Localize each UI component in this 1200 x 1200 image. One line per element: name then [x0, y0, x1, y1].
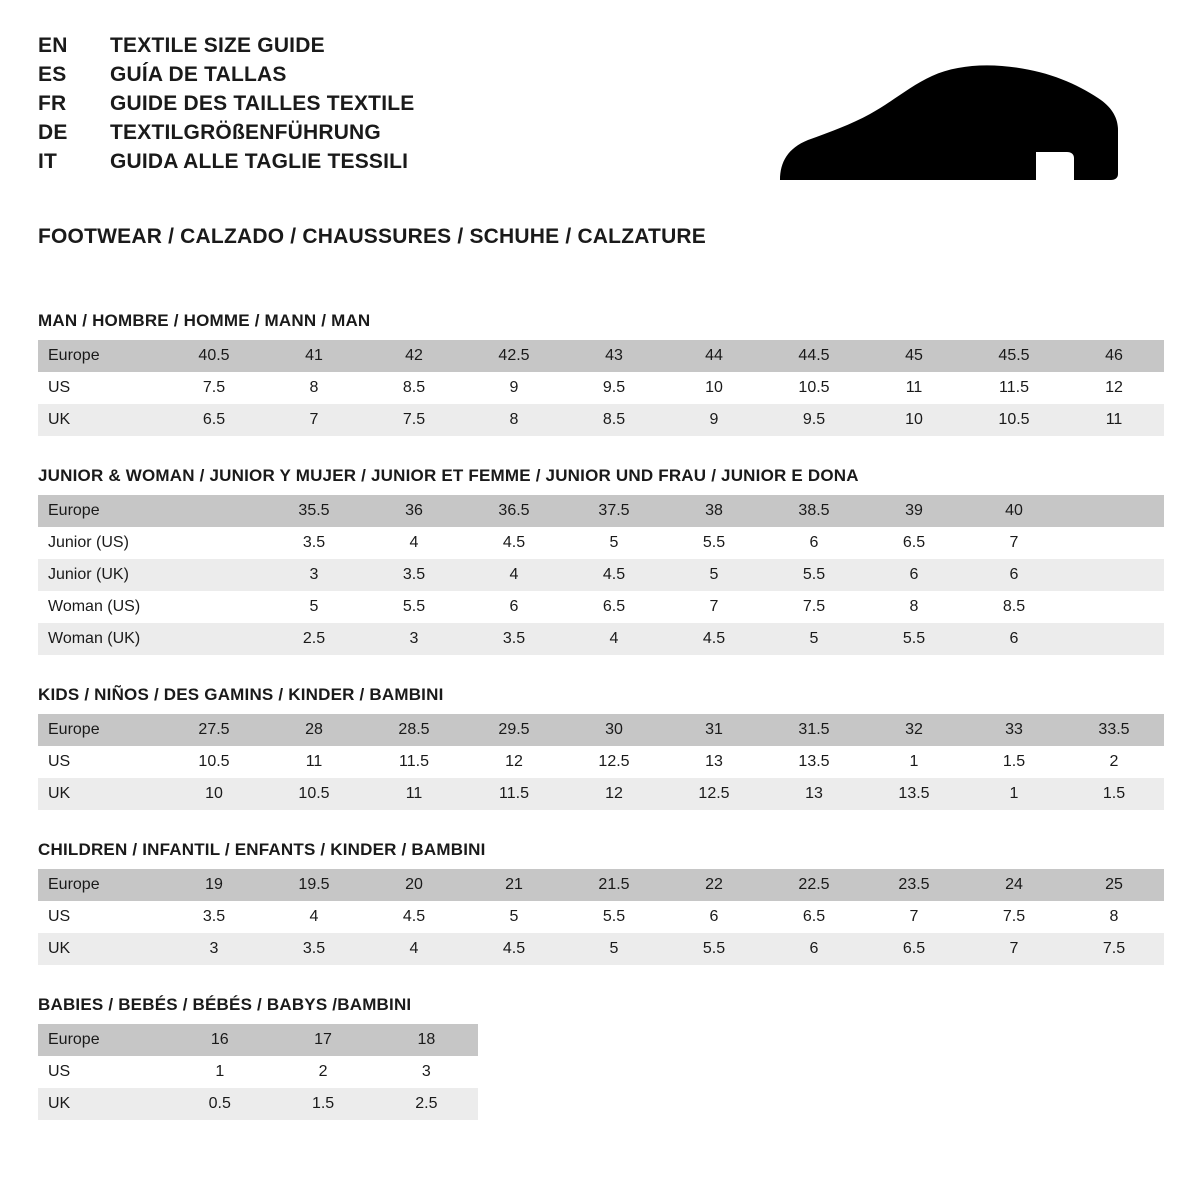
cell: 44.5 [764, 340, 864, 372]
table-row [38, 901, 1164, 933]
cell: 10 [864, 404, 964, 436]
footwear-category-title: FOOTWEAR / CALZADO / CHAUSSURES / SCHUHE / CALZATURE [38, 225, 707, 248]
cell: 12 [1064, 372, 1164, 404]
cell: 43 [564, 340, 664, 372]
cell: 10 [164, 778, 264, 810]
cell [1064, 495, 1164, 527]
cell: 3.5 [264, 527, 364, 559]
cell: 1.5 [1064, 778, 1164, 810]
cell: 7.5 [964, 901, 1064, 933]
table-row [38, 746, 1164, 778]
cell: 3 [264, 559, 364, 591]
row-label: UK [38, 778, 164, 810]
size-table-babies [38, 1024, 478, 1120]
cell: 11 [1064, 404, 1164, 436]
cell: 4 [364, 527, 464, 559]
cell: 40 [964, 495, 1064, 527]
cell: 6 [964, 559, 1064, 591]
cell: 9.5 [764, 404, 864, 436]
row-label: US [38, 372, 164, 404]
cell: 5 [664, 559, 764, 591]
cell [164, 591, 264, 623]
cell: 5 [564, 933, 664, 965]
row-label: Europe [38, 495, 164, 527]
cell: 41 [264, 340, 364, 372]
cell: 4 [364, 933, 464, 965]
cell: 28 [264, 714, 364, 746]
cell: 4 [264, 901, 364, 933]
cell: 42.5 [464, 340, 564, 372]
page-header [38, 34, 1164, 197]
cell: 4 [464, 559, 564, 591]
cell: 45 [864, 340, 964, 372]
language-row [38, 121, 414, 145]
cell: 9 [664, 404, 764, 436]
row-label: Europe [38, 340, 164, 372]
cell: 10.5 [164, 746, 264, 778]
language-code: FR [38, 92, 67, 115]
cell: 29.5 [464, 714, 564, 746]
cell: 45.5 [964, 340, 1064, 372]
table-row [38, 1056, 478, 1088]
size-table-junior-woman [38, 495, 1164, 655]
cell: 5.5 [564, 901, 664, 933]
size-table-kids [38, 714, 1164, 810]
row-label: US [38, 746, 164, 778]
row-label: Europe [38, 1024, 168, 1056]
cell: 33.5 [1064, 714, 1164, 746]
cell: 11 [864, 372, 964, 404]
cell: 27.5 [164, 714, 264, 746]
section-title: KIDS / NIÑOS / DES GAMINS / KINDER / BAMBINI [38, 685, 444, 704]
table-row [38, 1088, 478, 1120]
cell [1064, 527, 1164, 559]
section-kids [38, 685, 1164, 810]
cell: 12 [564, 778, 664, 810]
language-code: ES [38, 63, 67, 86]
cell: 36.5 [464, 495, 564, 527]
cell: 1.5 [964, 746, 1064, 778]
cell: 1.5 [271, 1088, 374, 1120]
cell: 39 [864, 495, 964, 527]
cell: 19.5 [264, 869, 364, 901]
cell: 11 [264, 746, 364, 778]
table-row [38, 869, 1164, 901]
cell: 5.5 [664, 527, 764, 559]
cell: 8 [864, 591, 964, 623]
cell: 24 [964, 869, 1064, 901]
cell: 7.5 [764, 591, 864, 623]
cell: 3.5 [464, 623, 564, 655]
cell: 13.5 [764, 746, 864, 778]
cell: 7 [864, 901, 964, 933]
cell: 3.5 [164, 901, 264, 933]
table-row [38, 340, 1164, 372]
language-row [38, 150, 414, 174]
cell: 11.5 [964, 372, 1064, 404]
cell: 35.5 [264, 495, 364, 527]
cell: 3 [164, 933, 264, 965]
cell [164, 527, 264, 559]
language-row [38, 34, 414, 58]
cell: 5.5 [864, 623, 964, 655]
cell: 32 [864, 714, 964, 746]
row-label: UK [38, 933, 164, 965]
cell: 12.5 [564, 746, 664, 778]
cell: 9 [464, 372, 564, 404]
cell: 5 [264, 591, 364, 623]
cell: 20 [364, 869, 464, 901]
cell: 30 [564, 714, 664, 746]
cell: 6 [764, 527, 864, 559]
cell: 1 [964, 778, 1064, 810]
cell [164, 559, 264, 591]
cell: 0.5 [168, 1088, 271, 1120]
cell: 22.5 [764, 869, 864, 901]
size-table-man [38, 340, 1164, 436]
cell: 13 [764, 778, 864, 810]
table-row [38, 527, 1164, 559]
table-row [38, 1024, 478, 1056]
cell: 12.5 [664, 778, 764, 810]
cell: 6.5 [864, 527, 964, 559]
row-label: UK [38, 404, 164, 436]
cell: 11.5 [364, 746, 464, 778]
language-title: TEXTILE SIZE GUIDE [110, 34, 325, 57]
cell: 7 [664, 591, 764, 623]
table-row [38, 933, 1164, 965]
cell: 5.5 [764, 559, 864, 591]
cell: 37.5 [564, 495, 664, 527]
cell: 21.5 [564, 869, 664, 901]
cell: 10 [664, 372, 764, 404]
cell: 42 [364, 340, 464, 372]
cell: 10.5 [964, 404, 1064, 436]
cell: 18 [375, 1024, 478, 1056]
cell: 4.5 [464, 527, 564, 559]
cell: 22 [664, 869, 764, 901]
row-label: US [38, 1056, 168, 1088]
cell: 12 [464, 746, 564, 778]
cell: 7 [964, 527, 1064, 559]
cell: 6.5 [864, 933, 964, 965]
row-label: US [38, 901, 164, 933]
section-babies [38, 995, 1164, 1120]
table-row [38, 559, 1164, 591]
cell: 5 [764, 623, 864, 655]
cell: 3 [375, 1056, 478, 1088]
cell: 4.5 [664, 623, 764, 655]
cell: 11 [364, 778, 464, 810]
cell: 10.5 [764, 372, 864, 404]
cell: 23.5 [864, 869, 964, 901]
cell: 19 [164, 869, 264, 901]
cell: 40.5 [164, 340, 264, 372]
row-label: UK [38, 1088, 168, 1120]
cell: 31.5 [764, 714, 864, 746]
cell: 7 [964, 933, 1064, 965]
table-row [38, 591, 1164, 623]
cell: 5.5 [664, 933, 764, 965]
cell: 7.5 [364, 404, 464, 436]
cell: 6 [664, 901, 764, 933]
cell: 4.5 [564, 559, 664, 591]
cell: 11.5 [464, 778, 564, 810]
language-row [38, 92, 414, 116]
cell: 1 [168, 1056, 271, 1088]
language-title: TEXTILGRÖßENFÜHRUNG [110, 121, 381, 144]
cell: 21 [464, 869, 564, 901]
cell [1064, 623, 1164, 655]
section-junior-woman [38, 466, 1164, 655]
cell: 46 [1064, 340, 1164, 372]
row-label: Junior (UK) [38, 559, 164, 591]
cell: 7.5 [1064, 933, 1164, 965]
cell: 28.5 [364, 714, 464, 746]
cell: 2 [271, 1056, 374, 1088]
cell: 8 [464, 404, 564, 436]
cell: 25 [1064, 869, 1164, 901]
cell: 6 [764, 933, 864, 965]
row-label: Europe [38, 714, 164, 746]
cell: 6.5 [764, 901, 864, 933]
cell: 6 [464, 591, 564, 623]
cell: 1 [864, 746, 964, 778]
cell: 4 [564, 623, 664, 655]
cell: 6 [864, 559, 964, 591]
row-label: Woman (US) [38, 591, 164, 623]
cell: 8.5 [964, 591, 1064, 623]
table-row [38, 495, 1164, 527]
cell [1064, 591, 1164, 623]
cell: 6 [964, 623, 1064, 655]
cell: 8.5 [564, 404, 664, 436]
cell: 2.5 [264, 623, 364, 655]
cell: 4.5 [464, 933, 564, 965]
cell [164, 623, 264, 655]
cell: 8.5 [364, 372, 464, 404]
cell: 8 [264, 372, 364, 404]
cell: 3.5 [364, 559, 464, 591]
section-children [38, 840, 1164, 965]
cell: 44 [664, 340, 764, 372]
cell: 38 [664, 495, 764, 527]
cell: 33 [964, 714, 1064, 746]
table-row [38, 372, 1164, 404]
cell: 5 [464, 901, 564, 933]
row-label: Europe [38, 869, 164, 901]
table-row [38, 714, 1164, 746]
language-code: IT [38, 150, 58, 173]
cell: 36 [364, 495, 464, 527]
language-row [38, 63, 414, 87]
cell: 2 [1064, 746, 1164, 778]
cell: 6.5 [564, 591, 664, 623]
cell: 5 [564, 527, 664, 559]
cell: 31 [664, 714, 764, 746]
cell: 3.5 [264, 933, 364, 965]
section-title: MAN / HOMBRE / HOMME / MANN / MAN [38, 311, 371, 330]
language-code: DE [38, 121, 68, 144]
table-row [38, 778, 1164, 810]
cell: 38.5 [764, 495, 864, 527]
section-man [38, 311, 1164, 436]
cell: 6.5 [164, 404, 264, 436]
language-title: GUÍA DE TALLAS [110, 63, 287, 86]
language-title: GUIDA ALLE TAGLIE TESSILI [110, 150, 409, 173]
row-label: Woman (UK) [38, 623, 164, 655]
section-title: CHILDREN / INFANTIL / ENFANTS / KINDER / BAMBINI [38, 840, 486, 859]
cell: 7 [264, 404, 364, 436]
cell: 8 [1064, 901, 1164, 933]
language-code: EN [38, 34, 68, 57]
cell: 2.5 [375, 1088, 478, 1120]
cell: 10.5 [264, 778, 364, 810]
cell: 17 [271, 1024, 374, 1056]
section-title: BABIES / BEBÉS / BÉBÉS / BABYS /BAMBINI [38, 995, 412, 1014]
cell: 9.5 [564, 372, 664, 404]
cell: 4.5 [364, 901, 464, 933]
cell: 5.5 [364, 591, 464, 623]
cell: 3 [364, 623, 464, 655]
table-row [38, 623, 1164, 655]
cell [164, 495, 264, 527]
table-row [38, 404, 1164, 436]
cell: 7.5 [164, 372, 264, 404]
row-label: Junior (US) [38, 527, 164, 559]
section-title: JUNIOR & WOMAN / JUNIOR Y MUJER / JUNIOR ET FEMME / JUNIOR UND FRAU / JUNIOR E DONA [38, 466, 859, 485]
cell: 13.5 [864, 778, 964, 810]
size-table-children [38, 869, 1164, 965]
cell: 16 [168, 1024, 271, 1056]
cell: 13 [664, 746, 764, 778]
cell [1064, 559, 1164, 591]
language-title-list [38, 34, 414, 179]
dress-shoe-icon [774, 62, 1124, 197]
language-title: GUIDE DES TAILLES TEXTILE [110, 92, 415, 115]
